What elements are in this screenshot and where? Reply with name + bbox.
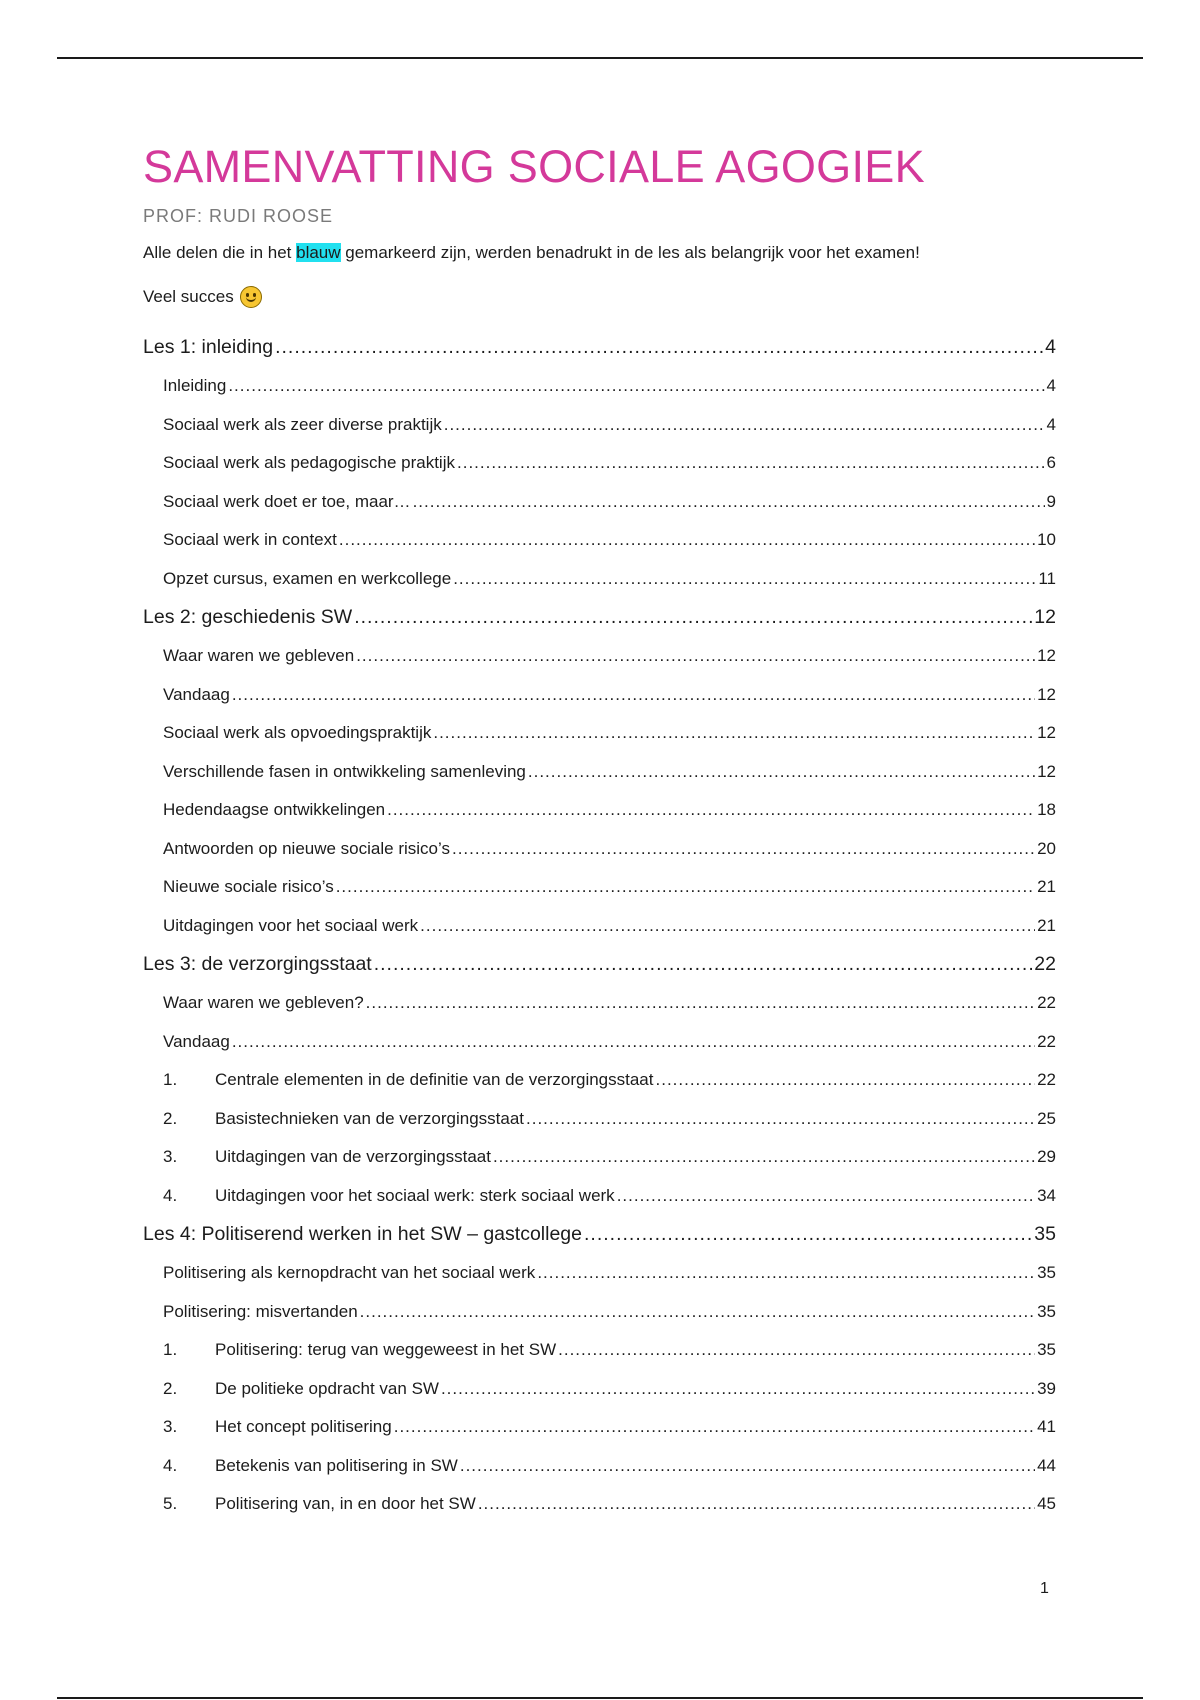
toc-entry-number: 2. [163, 1108, 178, 1128]
toc-section-entry[interactable] [143, 1100, 1056, 1139]
toc-entry-page: 4 [1046, 376, 1056, 395]
toc-section-entry[interactable] [143, 1023, 1056, 1062]
smiley-face-icon [240, 286, 262, 308]
toc-entry-title: Les 3: de verzorgingsstaat [143, 953, 372, 975]
toc-entry-page: 21 [1037, 915, 1056, 935]
toc-section-entry[interactable] [143, 1485, 1056, 1524]
toc-entry-title: Het concept politisering [215, 1417, 392, 1436]
toc-dot-leader [478, 1485, 1035, 1524]
toc-entry-title: Sociaal werk doet er toe, maar… [163, 491, 411, 511]
toc-entry-title: Antwoorden op nieuwe sociale risico’s [163, 838, 450, 858]
toc-entry-page: 25 [1037, 1108, 1056, 1128]
toc-section-entry[interactable] [143, 483, 1056, 522]
toc-dot-leader [374, 945, 1033, 984]
toc-entry-title: Politisering: terug van weggeweest in het SW [215, 1340, 557, 1359]
toc-entry-page: 12 [1037, 723, 1056, 742]
toc-section-entry[interactable] [143, 753, 1056, 792]
toc-entry-title: Centrale elementen in de definitie van de verzorgingsstaat [215, 1070, 654, 1089]
toc-dot-leader [558, 1331, 1035, 1370]
toc-section-entry[interactable] [143, 637, 1056, 676]
toc-entry-page: 11 [1038, 568, 1056, 588]
toc-dot-leader [460, 1447, 1035, 1486]
toc-entry-title: Sociaal werk in context [163, 530, 337, 549]
toc-entry-title: Opzet cursus, examen en werkcollege [163, 568, 452, 588]
toc-section-entry[interactable] [143, 1061, 1056, 1100]
toc-entry-page: 35 [1034, 1223, 1056, 1245]
toc-dot-leader [493, 1138, 1035, 1177]
toc-entry-title: Basistechnieken van de verzorgingsstaat [215, 1108, 525, 1128]
toc-entry-page: 9 [1046, 491, 1056, 511]
toc-entry-title: Hedendaagse ontwikkelingen [163, 800, 386, 819]
toc-section-entry[interactable] [143, 1447, 1056, 1486]
toc-entry-title: Waar waren we gebleven [163, 646, 355, 665]
toc-entry-page: 35 [1037, 1263, 1056, 1282]
toc-entry-page: 35 [1037, 1340, 1056, 1359]
toc-chapter-entry[interactable] [143, 328, 1056, 367]
toc-entry-page: 22 [1037, 993, 1056, 1012]
toc-section-entry[interactable] [143, 676, 1056, 715]
document-title: SAMENVATTING SOCIALE AGOGIEK [143, 141, 925, 192]
toc-dot-leader [453, 560, 1036, 599]
toc-entry-page: 12 [1034, 606, 1056, 628]
toc-entry-page: 34 [1037, 1185, 1056, 1205]
toc-dot-leader [617, 1177, 1035, 1216]
toc-section-entry[interactable] [143, 406, 1056, 445]
toc-dot-leader [232, 676, 1035, 715]
toc-section-entry[interactable] [143, 868, 1056, 907]
toc-entry-title: Politisering: misvertanden [163, 1301, 358, 1321]
toc-section-entry[interactable] [143, 714, 1056, 753]
toc-dot-leader [356, 637, 1035, 676]
toc-entry-title: Sociaal werk als pedagogische praktijk [163, 453, 455, 472]
toc-entry-title: Les 2: geschiedenis SW [143, 606, 353, 628]
toc-dot-leader [441, 1370, 1035, 1409]
document-page [143, 140, 1056, 1524]
toc-entry-page: 29 [1037, 1147, 1056, 1166]
toc-dot-leader [360, 1293, 1035, 1332]
wish-line [143, 286, 1056, 308]
toc-dot-leader [366, 984, 1035, 1023]
toc-dot-leader [433, 714, 1035, 753]
toc-entry-page: 22 [1037, 1070, 1056, 1089]
toc-entry-title: Vandaag [163, 684, 230, 704]
toc-dot-leader [537, 1254, 1035, 1293]
toc-section-entry[interactable] [143, 1177, 1056, 1216]
toc-dot-leader [387, 791, 1035, 830]
toc-dot-leader [444, 406, 1045, 445]
toc-dot-leader [354, 598, 1032, 637]
toc-section-entry[interactable] [143, 830, 1056, 869]
toc-section-entry[interactable] [143, 560, 1056, 599]
toc-entry-number: 1. [163, 1340, 178, 1359]
toc-section-entry[interactable] [143, 367, 1056, 406]
document-subtitle: PROF: RUDI ROOSE [143, 206, 334, 226]
toc-entry-title: De politieke opdracht van SW [215, 1378, 439, 1398]
toc-entry-title: Inleiding [163, 376, 227, 395]
intro-text-after: gemarkeerd zijn, werden benadrukt in de les als belangrijk voor het examen! [340, 243, 920, 262]
toc-dot-leader [339, 521, 1035, 560]
toc-section-entry[interactable] [143, 1138, 1056, 1177]
intro-highlighted-word: blauw [296, 243, 341, 262]
toc-entry-title: Sociaal werk als zeer diverse praktijk [163, 414, 442, 434]
toc-entry-title: Les 4: Politiserend werken in het SW – gastcollege [143, 1223, 582, 1245]
toc-entry-number: 4. [163, 1455, 178, 1475]
toc-section-entry[interactable] [143, 1293, 1056, 1332]
toc-section-entry[interactable] [143, 1370, 1056, 1409]
toc-entry-page: 12 [1037, 684, 1056, 704]
toc-entry-title: Nieuwe sociale risico’s [163, 877, 334, 896]
toc-dot-leader [526, 1100, 1035, 1139]
toc-section-entry[interactable] [143, 1254, 1056, 1293]
toc-entry-number: 3. [163, 1417, 178, 1436]
toc-entry-page: 35 [1037, 1301, 1056, 1321]
wish-text: Veel succes [143, 287, 234, 306]
bottom-rule [57, 1697, 1143, 1699]
intro-text-before: Alle delen die in het [143, 243, 297, 262]
toc-entry-title: Uitdagingen voor het sociaal werk [163, 915, 419, 935]
toc-entry-title: Les 1: inleiding [143, 336, 274, 358]
toc-section-entry[interactable] [143, 984, 1056, 1023]
toc-entry-page: 22 [1037, 1031, 1056, 1051]
toc-section-entry[interactable] [143, 907, 1056, 946]
toc-dot-leader [275, 328, 1043, 367]
toc-section-entry[interactable] [143, 791, 1056, 830]
toc-entry-page: 39 [1037, 1378, 1056, 1398]
toc-dot-leader [413, 483, 1045, 522]
table-of-contents [143, 328, 1056, 1524]
toc-entry-title: Betekenis van politisering in SW [215, 1455, 458, 1475]
toc-entry-page: 21 [1037, 877, 1056, 896]
toc-entry-number: 1. [163, 1070, 178, 1089]
top-rule [57, 57, 1143, 59]
toc-entry-page: 22 [1034, 953, 1056, 975]
toc-dot-leader [232, 1023, 1035, 1062]
toc-entry-page: 4 [1046, 414, 1056, 434]
page-number: 1 [1040, 1580, 1049, 1597]
toc-section-entry[interactable] [143, 1331, 1056, 1370]
toc-dot-leader [420, 907, 1035, 946]
toc-entry-title: Uitdagingen voor het sociaal werk: sterk sociaal werk [215, 1185, 615, 1205]
toc-section-entry[interactable] [143, 444, 1056, 483]
toc-dot-leader [336, 868, 1035, 907]
toc-entry-title: Politisering van, in en door het SW [215, 1494, 476, 1513]
toc-dot-leader [394, 1408, 1035, 1447]
toc-dot-leader [656, 1061, 1036, 1100]
toc-entry-page: 20 [1037, 838, 1056, 858]
toc-entry-number: 5. [163, 1494, 178, 1513]
toc-dot-leader [584, 1215, 1032, 1254]
toc-entry-page: 4 [1045, 336, 1056, 358]
toc-entry-page: 10 [1037, 530, 1056, 549]
toc-entry-page: 18 [1037, 800, 1056, 819]
toc-entry-title: Vandaag [163, 1031, 230, 1051]
intro-paragraph [143, 243, 1056, 263]
toc-entry-page: 12 [1037, 646, 1056, 665]
toc-entry-title: Verschillende fasen in ontwikkeling samenleving [163, 761, 526, 781]
toc-chapter-entry[interactable] [143, 945, 1056, 984]
toc-chapter-entry[interactable] [143, 598, 1056, 637]
toc-dot-leader [528, 753, 1035, 792]
toc-entry-page: 12 [1037, 761, 1056, 781]
toc-entry-page: 44 [1037, 1455, 1056, 1475]
toc-section-entry[interactable] [143, 521, 1056, 560]
toc-entry-title: Sociaal werk als opvoedingspraktijk [163, 723, 432, 742]
toc-entry-number: 4. [163, 1185, 178, 1205]
toc-dot-leader [457, 444, 1045, 483]
toc-entry-number: 3. [163, 1147, 178, 1166]
toc-dot-leader [452, 830, 1035, 869]
toc-entry-number: 2. [163, 1378, 178, 1398]
toc-entry-page: 41 [1037, 1417, 1056, 1436]
toc-entry-page: 45 [1037, 1494, 1056, 1513]
toc-dot-leader [228, 367, 1044, 406]
toc-entry-page: 6 [1046, 453, 1056, 472]
toc-entry-title: Waar waren we gebleven? [163, 993, 364, 1012]
toc-entry-title: Politisering als kernopdracht van het sociaal werk [163, 1263, 536, 1282]
toc-entry-title: Uitdagingen van de verzorgingsstaat [215, 1147, 491, 1166]
toc-chapter-entry[interactable] [143, 1215, 1056, 1254]
toc-section-entry[interactable] [143, 1408, 1056, 1447]
